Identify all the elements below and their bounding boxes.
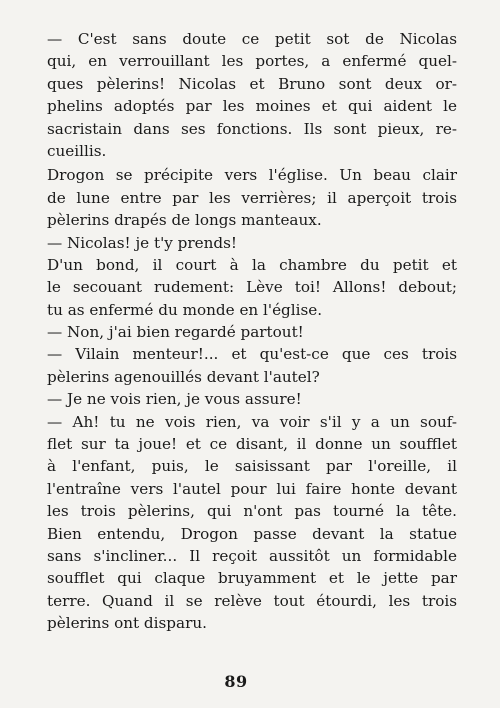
text-line: cueillis. [47, 141, 107, 160]
text-line: — Vilain menteur!... et qu'est-ce que ces trois [47, 345, 457, 364]
text-line: sans s'incliner... Il reçoit aussitôt un formidable [47, 546, 457, 565]
text-line: soufflet qui claque bruyamment et le jette par [47, 569, 457, 588]
text-line: ques pèlerins! Nicolas et Bruno sont deux or- [47, 74, 457, 93]
text-line: — Ah! tu ne vois rien, va voir s'il y a un souf- [47, 412, 457, 431]
text-line: pèlerins drapés de longs manteaux. [47, 211, 322, 230]
text-line: de lune entre par les verrières; il aperçoit trois [47, 188, 457, 207]
text-line: — C'est sans doute ce petit sot de Nicolas [47, 30, 457, 48]
text-line: qui, en verrouillant les portes, a enfermé quel- [47, 52, 457, 71]
text-line: pèlerins ont disparu. [47, 614, 207, 633]
body-text [47, 28, 457, 635]
page-number: 89 [224, 672, 248, 691]
text-line: — Je ne vois rien, je vous assure! [47, 390, 302, 409]
text-line: sacristain dans ses fonctions. Ils sont pieux, re- [47, 119, 457, 138]
text-line: terre. Quand il se relève tout étourdi, les trois [47, 591, 457, 610]
text-line: Drogon se précipite vers l'église. Un beau clair [47, 166, 457, 185]
text-line: Bien entendu, Drogon passe devant la statue [47, 524, 457, 543]
text-line: flet sur ta joue! et ce disant, il donne un soufflet [47, 435, 457, 454]
text-line: — Nicolas! je t'y prends! [47, 233, 238, 252]
text-line: D'un bond, il court à la chambre du petit et [47, 255, 457, 274]
text-line: à l'enfant, puis, le saisissant par l'oreille, il [47, 457, 457, 476]
text-line: pèlerins agenouillés devant l'autel? [47, 367, 320, 386]
text-line: le secouant rudement: Lève toi! Allons! debout; [47, 278, 457, 297]
text-line: les trois pèlerins, qui n'ont pas tourné la tête. [47, 502, 457, 521]
text-line: — Non, j'ai bien regardé partout! [47, 323, 304, 342]
text-line: phelins adoptés par les moines et qui aident le [47, 97, 457, 116]
text-line: l'entraîne vers l'autel pour lui faire honte devant [47, 479, 457, 498]
text-line: tu as enfermé du monde en l'église. [47, 300, 323, 319]
